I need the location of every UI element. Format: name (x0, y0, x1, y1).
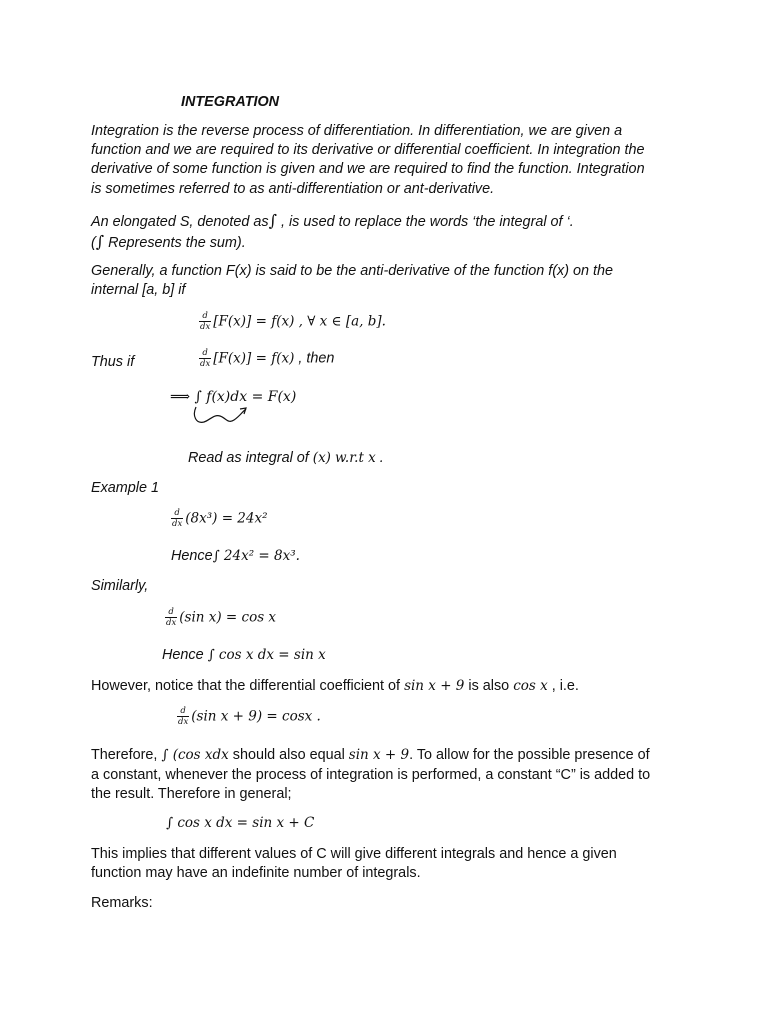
generally-line-1: Generally, a function F(x) is said to be the anti-derivative of the function f(x) on the (91, 263, 614, 279)
remarks-label: Remarks: (91, 895, 153, 911)
similarly-label: Similarly, (91, 578, 149, 594)
therefore-line-1: Therefore, ∫ (cos xdx should also equal sin x + 9. To allow for the possible presence of (91, 747, 650, 763)
elongated-line-2: (∫ Represents the sum). (91, 232, 246, 251)
example-1-hence: Hence∫ 24x² = 8x³. (171, 548, 300, 564)
implies-line-2: function may have an indefinite number of integrals. (91, 865, 421, 881)
therefore-line-3: the result. Therefore in general; (91, 786, 292, 802)
page-title: INTEGRATION (181, 94, 280, 110)
equation-implies-integral: ⟹ ∫ f(x)dx = F(x) (170, 389, 297, 405)
example-label: Example 1 (91, 480, 159, 496)
derivative-fraction: $\frac{d}{dx}$ (172, 508, 183, 529)
similarly-hence: Hence ∫ cos x dx = sin x (162, 647, 326, 663)
equation-general: ∫ cos x dx = sin x + C (166, 815, 315, 831)
equation-example-1: $\frac{d}{dx}$ (8x³) = 24x² (172, 508, 268, 529)
elongated-line-1: An elongated S, denoted as∫ , is used to replace the words ‘the integral of ‘. (91, 211, 574, 230)
equation-thus: $\frac{d}{dx}$ [F(x)] = f(x) , then (200, 348, 335, 369)
derivative-fraction: $\frac{d}{dx}$ (200, 348, 211, 369)
integral-sign-icon: ∫ (95, 232, 105, 251)
equation-similarly: $\frac{d}{dx}$ (sin x) = cos x (166, 607, 277, 628)
implies-line-1: This implies that different values of C will give different integrals and hence a given (91, 846, 617, 862)
derivative-fraction: $\frac{d}{dx}$ (200, 311, 211, 332)
thus-label: Thus if (91, 354, 135, 370)
however-line: However, notice that the differential coefficient of sin x + 9 is also cos x , i.e. (91, 678, 579, 694)
intro-line-2: function and we are required to its derivative or differential coefficient. In integration the (91, 142, 645, 158)
intro-line-3: derivative of some function is given and we are required to find the function. Integration (91, 161, 645, 177)
equation-however: $\frac{d}{dx}$ (sin x + 9) = cosx . (178, 706, 321, 727)
handwritten-arrow-icon (190, 404, 252, 428)
derivative-fraction: $\frac{d}{dx}$ (178, 706, 189, 727)
read-as-line: Read as integral of (x) w.r.t x . (188, 450, 384, 466)
generally-line-2: internal [a, b] if (91, 282, 186, 298)
integral-sign-icon: ∫ (268, 211, 277, 230)
intro-line-4: is sometimes referred to as anti-differentiation or ant-derivative. (91, 181, 495, 197)
intro-line-1: Integration is the reverse process of differentiation. In differentiation, we are given a (91, 123, 623, 139)
therefore-line-2: a constant, whenever the process of integration is performed, a constant “C” is added to (91, 767, 651, 783)
derivative-fraction: $\frac{d}{dx}$ (166, 607, 177, 628)
equation-definition: $\frac{d}{dx}$ [F(x)] = f(x) , ∀ x ∈ [a, b]. (200, 311, 386, 332)
